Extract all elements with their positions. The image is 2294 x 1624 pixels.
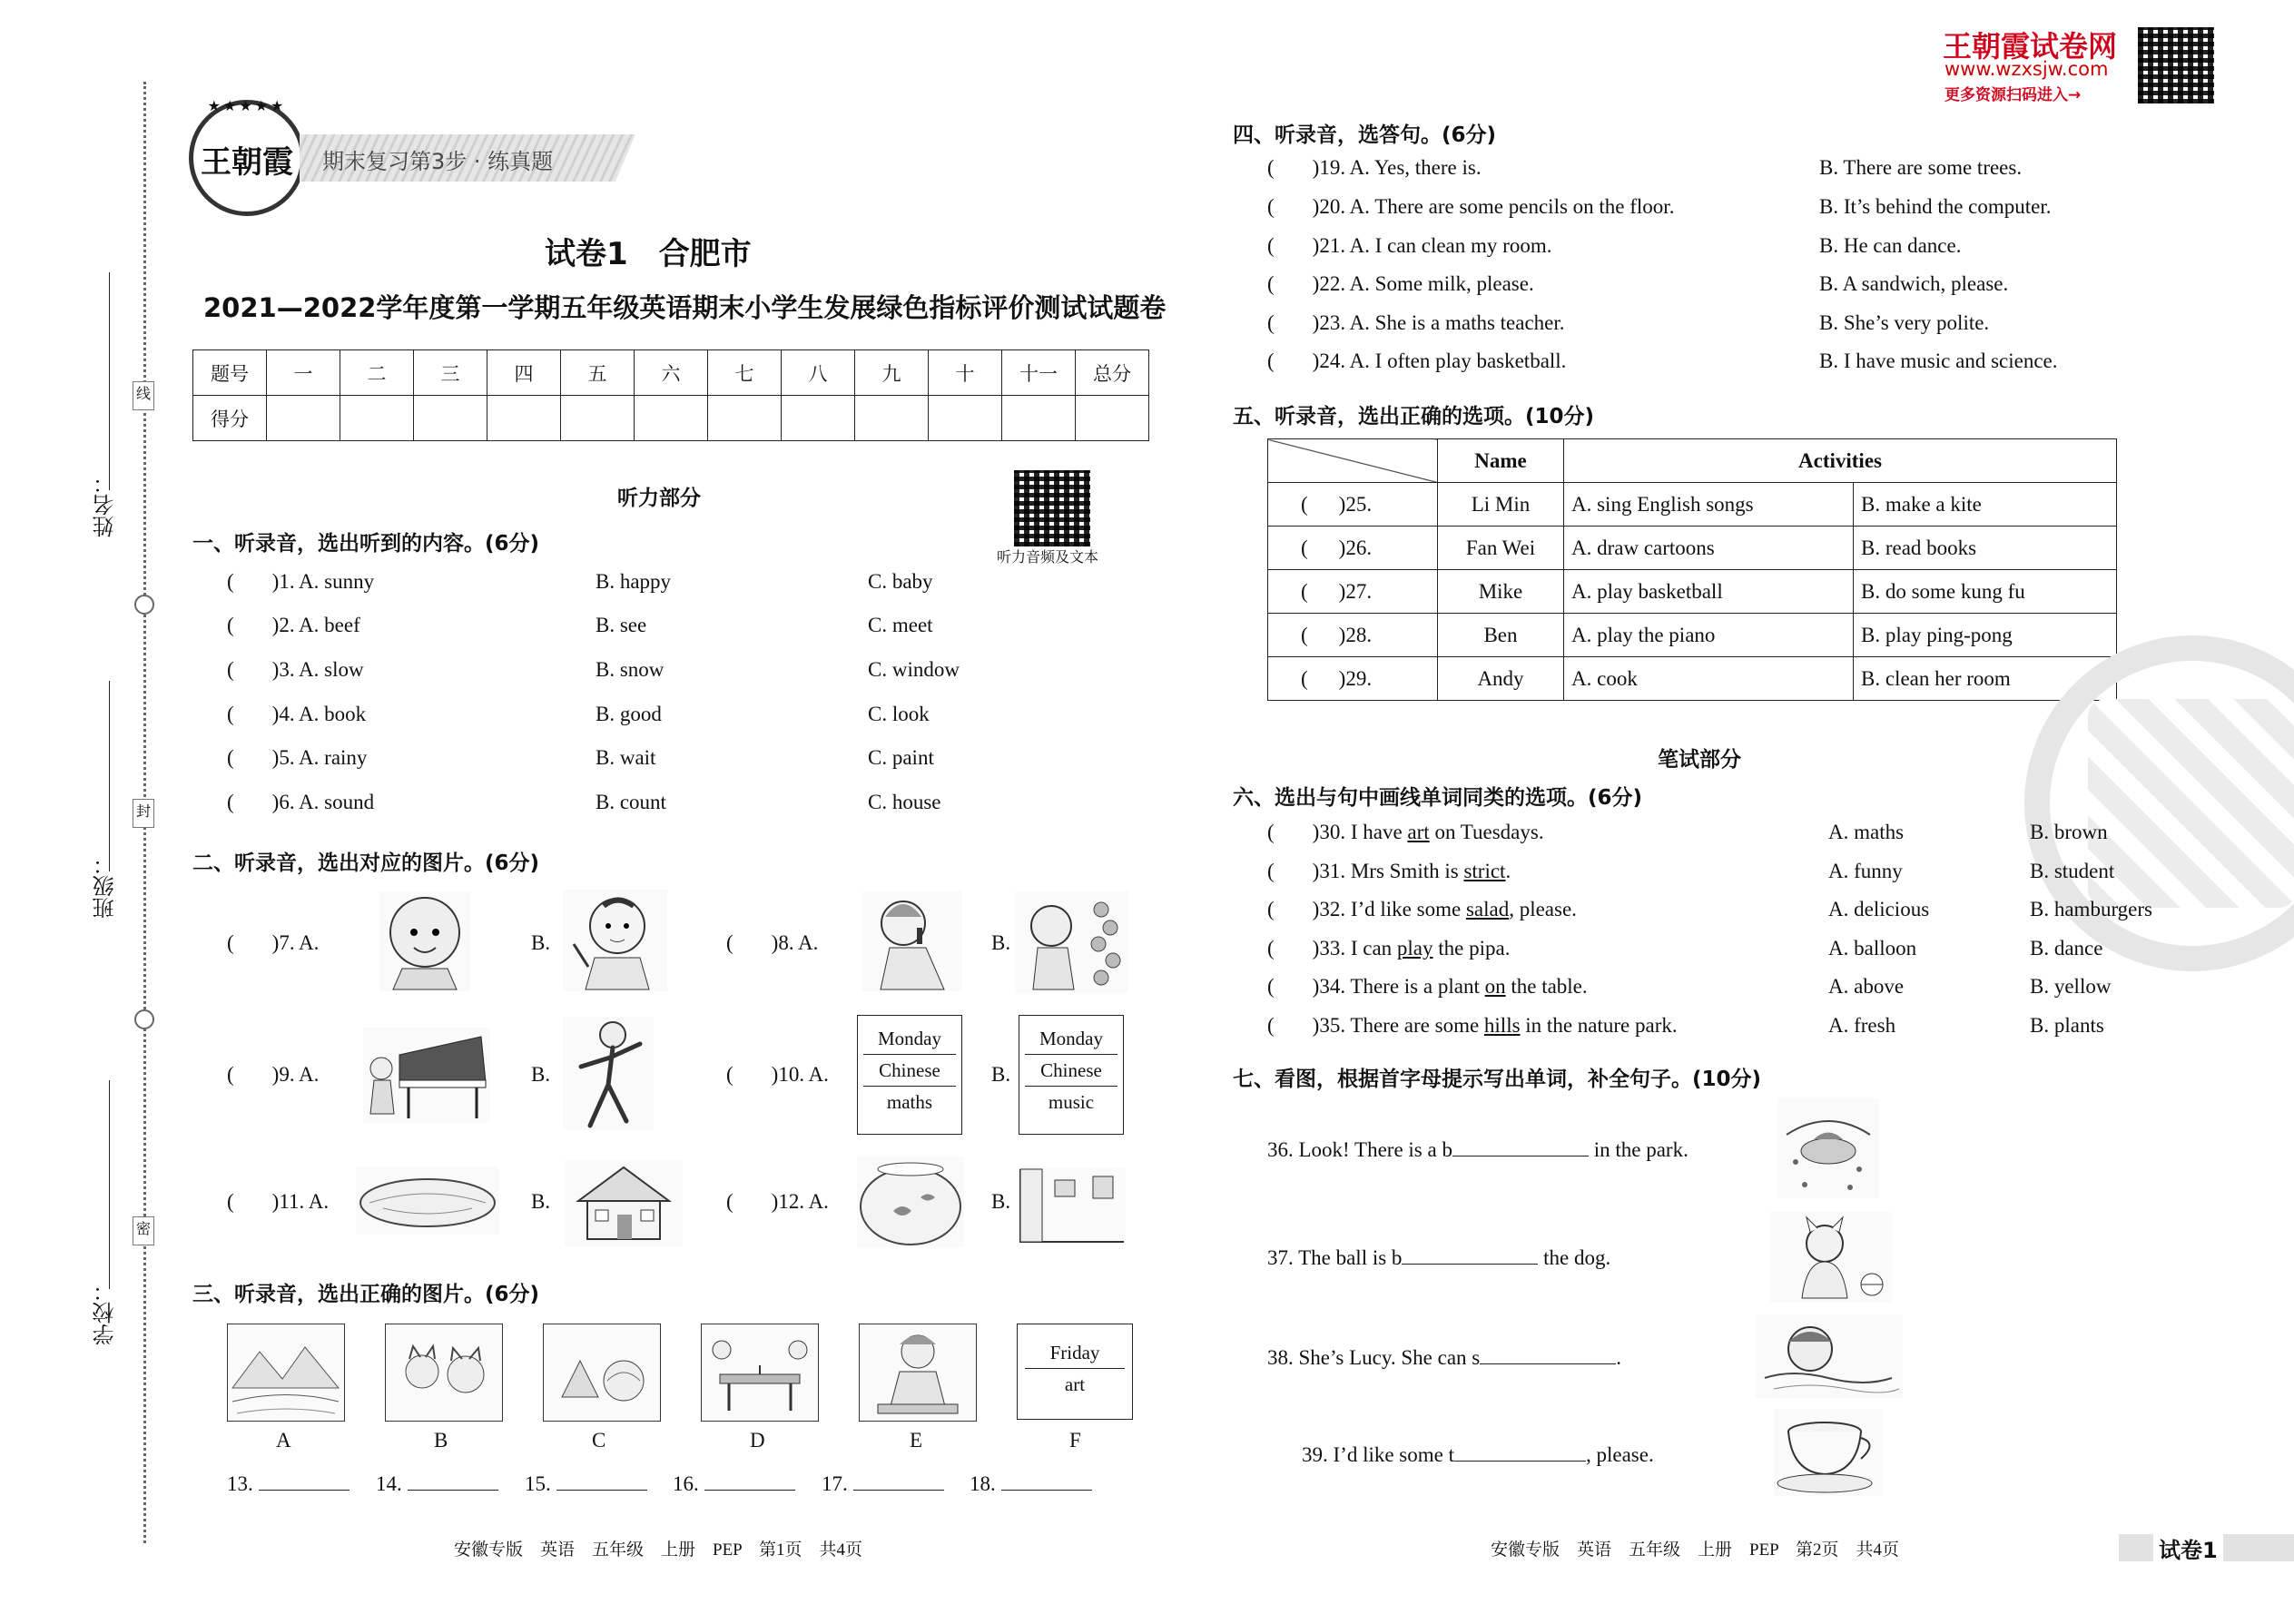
- sec1-row: ( )3. A. slow: [227, 658, 364, 681]
- sec1-item: [227, 570, 1044, 833]
- section-7-title: 七、看图，根据首字母提示写出单词，补全句子。(10分): [1233, 1068, 1762, 1091]
- q8-paren: ( )8. A.: [726, 931, 819, 954]
- seal-mark-3: 密: [133, 1216, 154, 1245]
- sec4-option-a: )22. A. Some milk, please.: [1312, 272, 1534, 295]
- q7-label: )7. A.: [271, 931, 320, 954]
- name-label: 姓名：: [93, 472, 118, 537]
- section-1-title: 一、听录音，选出听到的内容。(6分): [192, 532, 540, 556]
- sec4-row: ( )23. A. She is a maths teacher.: [1267, 311, 1565, 334]
- sec5-name: Mike: [1438, 570, 1564, 614]
- sec5-row: [1268, 657, 2117, 701]
- sec1-option-a: )2. A. beef: [271, 614, 360, 636]
- q9-a-piano-image[interactable]: [363, 1028, 490, 1123]
- q11-label: )11. A.: [271, 1190, 330, 1213]
- sec3-f-card-line: Friday: [1025, 1337, 1125, 1369]
- score-cell[interactable]: [267, 396, 340, 441]
- sec5-option-b: B. clean her room: [1854, 657, 2117, 701]
- q8-b-label: B.: [991, 931, 1011, 954]
- sec4-row: ( )21. A. I can clean my room.: [1267, 234, 1552, 257]
- sec4-option-b: B. There are some trees.: [1819, 156, 2023, 179]
- sec3-label-f: F: [1069, 1429, 1081, 1452]
- class-line[interactable]: [109, 681, 110, 871]
- score-cell[interactable]: [782, 396, 855, 441]
- sec4-option-b: B. A sandwich, please.: [1819, 272, 2009, 295]
- sec5-question: ( )25.: [1268, 483, 1438, 527]
- q10-a-timetable-card[interactable]: [857, 1015, 962, 1135]
- class-label: 班级：: [93, 853, 118, 919]
- section-4-title: 四、听录音，选答句。(6分): [1233, 123, 1497, 147]
- sec3-c-shells-image[interactable]: [543, 1324, 661, 1422]
- q10-a-card-line: Chinese: [863, 1055, 956, 1087]
- sec5-row: [1268, 483, 2117, 527]
- score-cell[interactable]: [708, 396, 782, 441]
- page-tag: 试卷1: [2153, 1532, 2223, 1564]
- q10-b-card-line: Monday: [1025, 1023, 1117, 1055]
- q8-a-singing-girl-image[interactable]: [862, 891, 962, 991]
- sec1-row: ( )5. A. rainy: [227, 746, 368, 769]
- score-header-row: [193, 350, 1149, 396]
- sec3-e-girl-reading-image[interactable]: [859, 1324, 977, 1422]
- sec5-table: [1267, 438, 2117, 701]
- q7-paren: ( )7. A.: [227, 931, 320, 954]
- score-header-cell: 八: [782, 350, 855, 396]
- sec4-option-a: )21. A. I can clean my room.: [1312, 234, 1552, 257]
- q7-b-label: B.: [531, 931, 551, 954]
- sec1-row: ( )4. A. book: [227, 703, 367, 725]
- sec4-option-b: B. She’s very polite.: [1819, 311, 1990, 334]
- sec1-option-c: C. meet: [868, 614, 933, 636]
- seal-mark-1: 线: [133, 381, 154, 410]
- school-line[interactable]: [109, 1080, 110, 1289]
- sec4-option-b: B. He can dance.: [1819, 234, 1962, 257]
- sec1-option-b: B. count: [596, 791, 666, 813]
- score-header-cell: 九: [855, 350, 929, 396]
- score-header-cell: 五: [561, 350, 635, 396]
- score-value-row: [193, 396, 1149, 441]
- q7-a-girl-face-image[interactable]: [379, 891, 470, 991]
- sec3-label-c: C: [592, 1429, 606, 1452]
- sec3-b-animals-image[interactable]: [385, 1324, 503, 1422]
- sec4-option-b: B. It’s behind the computer.: [1819, 195, 2052, 218]
- score-header-cell: 题号: [193, 350, 267, 396]
- seal-mark-2: 封: [133, 799, 154, 828]
- sec1-option-a: )5. A. rainy: [271, 746, 368, 769]
- q8-b-girl-flowers-image[interactable]: [1015, 891, 1128, 993]
- sec5-name: Fan Wei: [1438, 527, 1564, 570]
- sec3-label-e: E: [910, 1429, 923, 1452]
- sec3-blank-17[interactable]: 17.: [822, 1472, 944, 1496]
- sec3-a-landscape-image[interactable]: [227, 1324, 345, 1422]
- sec6-underlined-word: salad: [1465, 898, 1510, 920]
- sec6-option-b: B. dance: [2030, 937, 2103, 960]
- sec4-option-a: )23. A. She is a maths teacher.: [1312, 311, 1565, 334]
- score-cell[interactable]: [561, 396, 635, 441]
- site-tip: 更多资源扫码进入→: [1944, 86, 2082, 104]
- writing-heading: 笔试部分: [1658, 748, 1741, 772]
- sec1-option-c: C. paint: [868, 746, 934, 769]
- sec6-option-a: A. maths: [1828, 821, 1905, 843]
- sec6-option-b: B. plants: [2030, 1014, 2104, 1037]
- sec7-item-36[interactable]: 36. Look! There is a b in the park.: [1267, 1138, 1689, 1161]
- name-line[interactable]: [109, 272, 110, 490]
- sec6-option-a: A. balloon: [1828, 937, 1917, 960]
- sec1-option-a: )6. A. sound: [271, 791, 375, 813]
- sec7-item-39[interactable]: 39. I’d like some t , please.: [1302, 1443, 1654, 1466]
- footer-right: 安徽专版 英语 五年级 上册 PEP 第2页 共4页: [1491, 1540, 1900, 1560]
- sec5-header-row: [1268, 439, 2117, 483]
- score-header-cell: 十一: [1002, 350, 1076, 396]
- binding-hole-2: [134, 1009, 154, 1029]
- q10-b-timetable-card[interactable]: [1019, 1015, 1124, 1135]
- q11-a-lake-image[interactable]: [356, 1166, 499, 1235]
- section-5-title: 五、听录音，选出正确的选项。(10分): [1233, 405, 1595, 428]
- score-row-label: 得分: [193, 396, 267, 441]
- sec1-option-b: B. snow: [596, 658, 665, 681]
- sec5-row: [1268, 527, 2117, 570]
- sec6-row: ( )35. There are some hills in the nature park.: [1267, 1014, 1678, 1037]
- logo-stars: ★★★★★: [207, 97, 287, 114]
- sec7-swimming-girl-image: [1756, 1314, 1903, 1398]
- score-header-cell: 十: [929, 350, 1002, 396]
- q10-b-card-line: Chinese: [1025, 1055, 1117, 1087]
- sec5-row: [1268, 614, 2117, 657]
- sec4-option-a: )19. A. Yes, there is.: [1312, 156, 1482, 179]
- score-table: [192, 349, 1149, 441]
- sec6-underlined-word: strict: [1463, 860, 1506, 882]
- site-qr-code[interactable]: [2138, 27, 2214, 103]
- q9-label: )9. A.: [271, 1063, 320, 1086]
- score-cell[interactable]: [1076, 396, 1149, 441]
- score-header-cell: 四: [487, 350, 561, 396]
- q7-b-boy-waving-image[interactable]: [563, 890, 667, 991]
- brand-logo-seal: [189, 97, 305, 216]
- sec6-row: ( )32. I’d like some salad, please.: [1267, 898, 1577, 920]
- sec3-f-timetable-card[interactable]: [1017, 1324, 1133, 1420]
- paper-subtitle: 2021—2022学年度第一学期五年级英语期末小学生发展绿色指标评价测试试题卷: [203, 292, 1167, 323]
- sec4-row: ( )24. A. I often play basketball.: [1267, 349, 1567, 372]
- q10-b-label: B.: [991, 1063, 1011, 1086]
- sec5-question: ( )28.: [1268, 614, 1438, 657]
- paper-title: 试卷1 合肥市: [545, 236, 752, 272]
- sec6-option-b: B. student: [2030, 860, 2115, 882]
- sec5-head-name: Name: [1438, 439, 1564, 483]
- q9-b-label: B.: [531, 1063, 551, 1086]
- section-3-title: 三、听录音，选出正确的图片。(6分): [192, 1283, 540, 1306]
- sec5-option-b: B. play ping-pong: [1854, 614, 2117, 657]
- sec7-item-38[interactable]: 38. She’s Lucy. She can s .: [1267, 1346, 1621, 1369]
- sec5-option-b: B. make a kite: [1854, 483, 2117, 527]
- sec1-option-b: B. good: [596, 703, 662, 725]
- sec6-option-a: A. fresh: [1828, 1014, 1896, 1037]
- sec6-row: ( )31. Mrs Smith is strict.: [1267, 860, 1511, 882]
- sec6-option-a: A. delicious: [1828, 898, 1930, 920]
- sec7-bird-nest-image: [1777, 1098, 1879, 1198]
- sec1-option-a: )1. A. sunny: [271, 570, 375, 593]
- sec1-row: ( )2. A. beef: [227, 614, 360, 636]
- sec6-option-a: A. above: [1828, 975, 1905, 998]
- q10-a-card-line: Monday: [863, 1023, 956, 1055]
- sec5-name: Andy: [1438, 657, 1564, 701]
- sec1-option-c: C. baby: [868, 570, 933, 593]
- sec3-blank-15[interactable]: 15.: [525, 1472, 647, 1496]
- q12-paren: ( )12. A.: [726, 1190, 829, 1213]
- sec6-row: ( )30. I have art on Tuesdays.: [1267, 821, 1544, 843]
- sec6-row: ( )33. I can play the pipa.: [1267, 937, 1511, 960]
- audio-qr-code[interactable]: [1014, 470, 1090, 546]
- sec5-question: ( )26.: [1268, 527, 1438, 570]
- school-label: 学校：: [93, 1280, 118, 1345]
- sec5-option-a: A. play the piano: [1564, 614, 1854, 657]
- sec5-option-a: A. cook: [1564, 657, 1854, 701]
- logo-ribbon-text: 期末复习第3步 · 练真题: [322, 149, 554, 174]
- site-url[interactable]: www.wzxsjw.com: [1944, 58, 2109, 80]
- q12-label: )12. A.: [771, 1190, 829, 1213]
- sec5-head-activities: Activities: [1564, 439, 2117, 483]
- sec1-option-b: B. see: [596, 614, 647, 636]
- score-cell[interactable]: [635, 396, 708, 441]
- site-name[interactable]: 王朝霞试卷网: [1943, 29, 2118, 64]
- score-header-cell: 总分: [1076, 350, 1149, 396]
- sec4-option-a: )20. A. There are some pencils on the floor.: [1312, 195, 1675, 218]
- sec5-option-a: A. play basketball: [1564, 570, 1854, 614]
- sec7-tea-cup-image: [1774, 1409, 1883, 1496]
- sec6-underlined-word: on: [1484, 975, 1506, 998]
- sec7-item-37[interactable]: 37. The ball is b the dog.: [1267, 1246, 1611, 1269]
- score-cell[interactable]: [1002, 396, 1076, 441]
- q11-paren: ( )11. A.: [227, 1190, 330, 1213]
- sec5-option-a: A. sing English songs: [1564, 483, 1854, 527]
- sec4-option-a: )24. A. I often play basketball.: [1312, 349, 1567, 372]
- sec5-option-b: B. do some kung fu: [1854, 570, 2117, 614]
- sec6-option-b: B. brown: [2030, 821, 2108, 843]
- q10-label: )10. A.: [771, 1063, 829, 1086]
- sec3-f-card-line: art: [1064, 1373, 1086, 1395]
- q12-b-label: B.: [991, 1190, 1011, 1213]
- sec5-option-a: A. draw cartoons: [1564, 527, 1854, 570]
- sec3-label-a: A: [276, 1429, 291, 1452]
- sec6-option-b: B. yellow: [2030, 975, 2112, 998]
- sec6-option-b: B. hamburgers: [2030, 898, 2153, 920]
- sec1-option-a: )3. A. slow: [271, 658, 364, 681]
- q11-b-house-image[interactable]: [565, 1160, 683, 1246]
- sec3-label-d: D: [750, 1429, 765, 1452]
- sec5-diagonal-cell: [1268, 439, 1438, 483]
- sec3-d-pingpong-image[interactable]: [701, 1324, 819, 1422]
- sec5-question: ( )27.: [1268, 570, 1438, 614]
- sec6-underlined-word: art: [1407, 821, 1430, 843]
- score-cell[interactable]: [487, 396, 561, 441]
- sec6-list: [1267, 821, 2175, 1057]
- sec1-row: ( )1. A. sunny: [227, 570, 375, 593]
- sec1-option-a: )4. A. book: [271, 703, 367, 725]
- sec6-underlined-word: hills: [1483, 1014, 1521, 1037]
- score-cell[interactable]: [855, 396, 929, 441]
- sec3-blank-14[interactable]: 14.: [376, 1472, 498, 1496]
- q11-b-label: B.: [531, 1190, 551, 1213]
- q12-a-fishbowl-image[interactable]: [857, 1156, 964, 1247]
- sec5-question: ( )29.: [1268, 657, 1438, 701]
- score-header-cell: 三: [414, 350, 487, 396]
- section-6-title: 六、选出与句中画线单词同类的选项。(6分): [1233, 786, 1643, 810]
- sec6-row: ( )34. There is a plant on the table.: [1267, 975, 1588, 998]
- sec7-dog-ball-image: [1770, 1212, 1893, 1303]
- listening-heading: 听力部分: [617, 487, 701, 510]
- sec3-blank-13[interactable]: 13.: [227, 1472, 350, 1496]
- qr-caption: 听力音频及文本: [997, 548, 1099, 566]
- sec5-row: [1268, 570, 2117, 614]
- q8-label: )8. A.: [771, 931, 819, 954]
- sec1-option-c: C. look: [868, 703, 930, 725]
- sec4-row: ( )19. A. Yes, there is.: [1267, 156, 1482, 179]
- sec6-underlined-word: play: [1396, 937, 1433, 960]
- sec5-option-b: B. read books: [1854, 527, 2117, 570]
- q9-paren: ( )9. A.: [227, 1063, 320, 1086]
- score-cell[interactable]: [340, 396, 414, 441]
- sec1-option-c: C. house: [868, 791, 941, 813]
- sec1-option-b: B. wait: [596, 746, 656, 769]
- sec1-row: ( )6. A. sound: [227, 791, 375, 813]
- score-cell[interactable]: [929, 396, 1002, 441]
- section-2-title: 二、听录音，选出对应的图片。(6分): [192, 851, 540, 875]
- binding-hole-1: [134, 595, 154, 615]
- sec1-option-b: B. happy: [596, 570, 672, 593]
- q10-paren: ( )10. A.: [726, 1063, 829, 1086]
- q9-b-kungfu-boy-image[interactable]: [563, 1017, 654, 1130]
- sec5-name: Li Min: [1438, 483, 1564, 527]
- q10-b-card-line: music: [1048, 1091, 1095, 1113]
- score-header-cell: 六: [635, 350, 708, 396]
- sec4-row: ( )22. A. Some milk, please.: [1267, 272, 1534, 295]
- score-cell[interactable]: [414, 396, 487, 441]
- sec4-option-b: B. I have music and science.: [1819, 349, 2058, 372]
- q12-b-wall-pictures-image[interactable]: [1019, 1167, 1126, 1244]
- sec3-blank-16[interactable]: 16.: [673, 1472, 795, 1496]
- sec1-option-c: C. window: [868, 658, 960, 681]
- footer-left: 安徽专版 英语 五年级 上册 PEP 第1页 共4页: [454, 1540, 863, 1560]
- q10-a-card-line: maths: [886, 1091, 933, 1113]
- sec6-option-a: A. funny: [1828, 860, 1903, 882]
- sec5-name: Ben: [1438, 614, 1564, 657]
- sec3-blank-18[interactable]: 18.: [970, 1472, 1092, 1496]
- logo-text: 王朝霞: [201, 144, 293, 181]
- score-header-cell: 七: [708, 350, 782, 396]
- score-header-cell: 二: [340, 350, 414, 396]
- sec4-list: [1267, 156, 2175, 392]
- score-header-cell: 一: [267, 350, 340, 396]
- sec4-row: ( )20. A. There are some pencils on the floor.: [1267, 195, 1675, 218]
- sec3-label-b: B: [434, 1429, 448, 1452]
